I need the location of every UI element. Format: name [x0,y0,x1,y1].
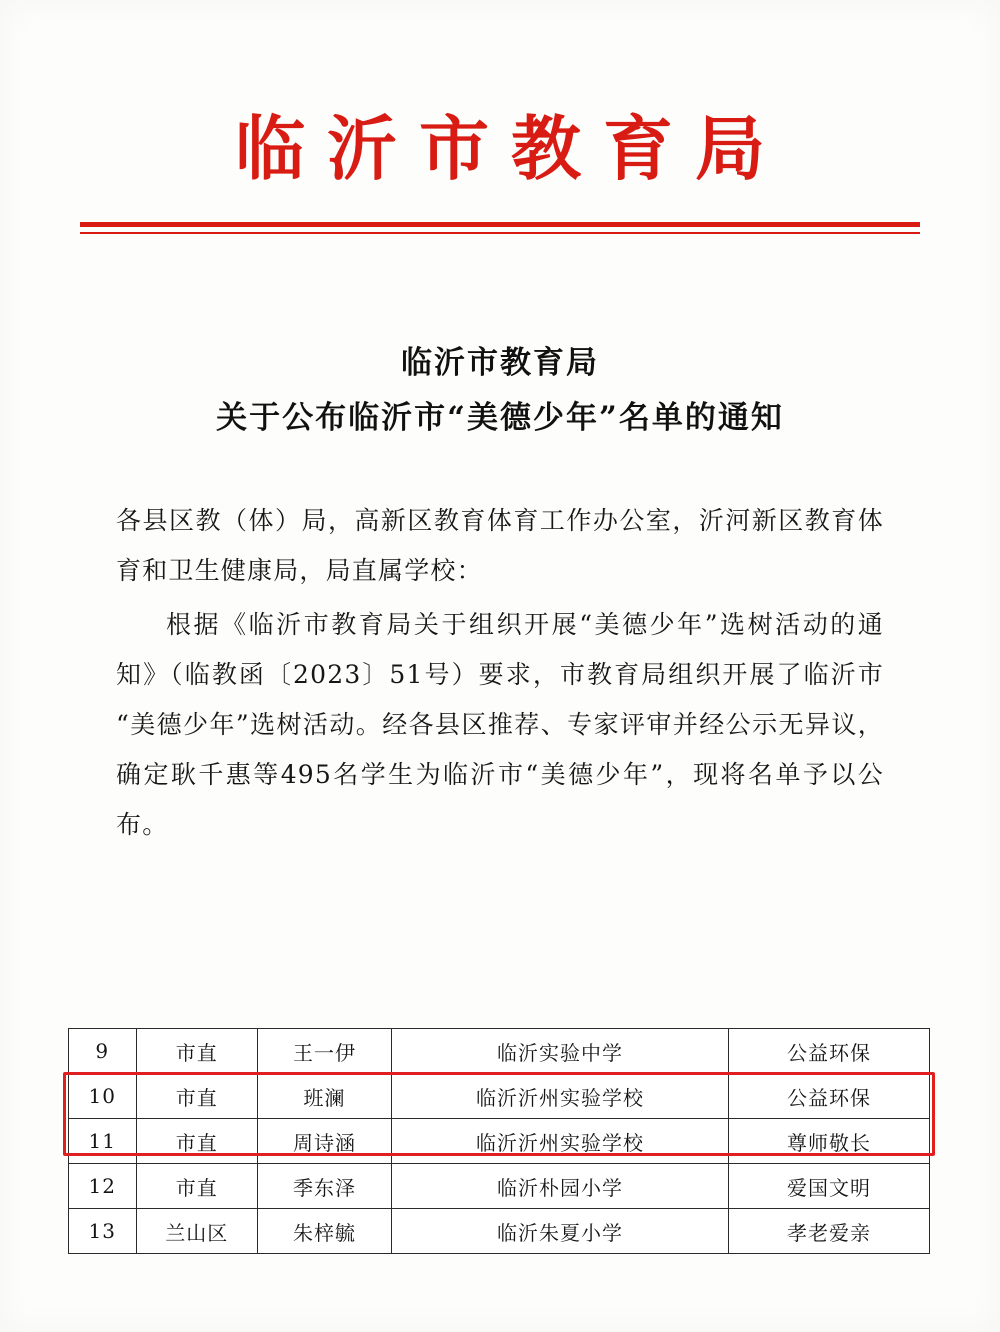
row-school: 临沂沂州实验学校 [392,1074,729,1119]
letterhead [0,0,1000,234]
row-area: 市直 [136,1074,257,1119]
body-paragraph-1: 各县区教（体）局，高新区教育体育工作办公室，沂河新区教育体育和卫生健康局，局直属学校： [116,506,884,586]
body-paragraph-2: 根据《临沂市教育局关于组织开展“美德少年”选树活动的通知》（临教函〔2023〕51号）要求，市教育局组织开展了临沂市“美德少年”选树活动。经各县区推荐、专家评审并经公示无异议，确定耿千惠等495名学生为临沂市“美德少年”，现将名单予以公布。 [116,610,884,840]
letterhead-rule-thick [80,222,920,227]
document-body [116,496,884,850]
roster-table-body [69,1029,930,1254]
table-row [69,1209,930,1254]
row-area: 市直 [136,1119,257,1164]
table-row [69,1119,930,1164]
row-area: 兰山区 [136,1209,257,1254]
row-school: 临沂沂州实验学校 [392,1119,729,1164]
row-no: 10 [69,1074,137,1119]
row-name: 季东泽 [257,1164,391,1209]
row-school: 临沂朴园小学 [392,1164,729,1209]
letterhead-rule-thin [80,232,920,234]
roster-table-wrapper [68,1028,930,1254]
document-title-line1: 临沂市教育局 [401,344,599,381]
row-name: 班澜 [257,1074,391,1119]
row-no: 12 [69,1164,137,1209]
document-title [0,340,1000,443]
row-category: 公益环保 [729,1029,930,1074]
row-area: 市直 [136,1029,257,1074]
row-school: 临沂朱夏小学 [392,1209,729,1254]
row-school: 临沂实验中学 [392,1029,729,1074]
row-name: 王一伊 [257,1029,391,1074]
row-category: 孝老爱亲 [729,1209,930,1254]
letterhead-rule [80,222,920,234]
row-area: 市直 [136,1164,257,1209]
row-name: 朱梓毓 [257,1209,391,1254]
row-category: 尊师敬长 [729,1119,930,1164]
table-row [69,1074,930,1119]
row-category: 爱国文明 [729,1164,930,1209]
table-row [69,1029,930,1074]
document-title-line2: 关于公布临沂市“美德少年”名单的通知 [216,400,784,436]
roster-table [68,1028,930,1254]
row-no: 9 [69,1029,137,1074]
letterhead-organization: 临沂市教育局 [235,107,787,190]
row-no: 13 [69,1209,137,1254]
row-category: 公益环保 [729,1074,930,1119]
row-no: 11 [69,1119,137,1164]
row-name: 周诗涵 [257,1119,391,1164]
table-row [69,1164,930,1209]
